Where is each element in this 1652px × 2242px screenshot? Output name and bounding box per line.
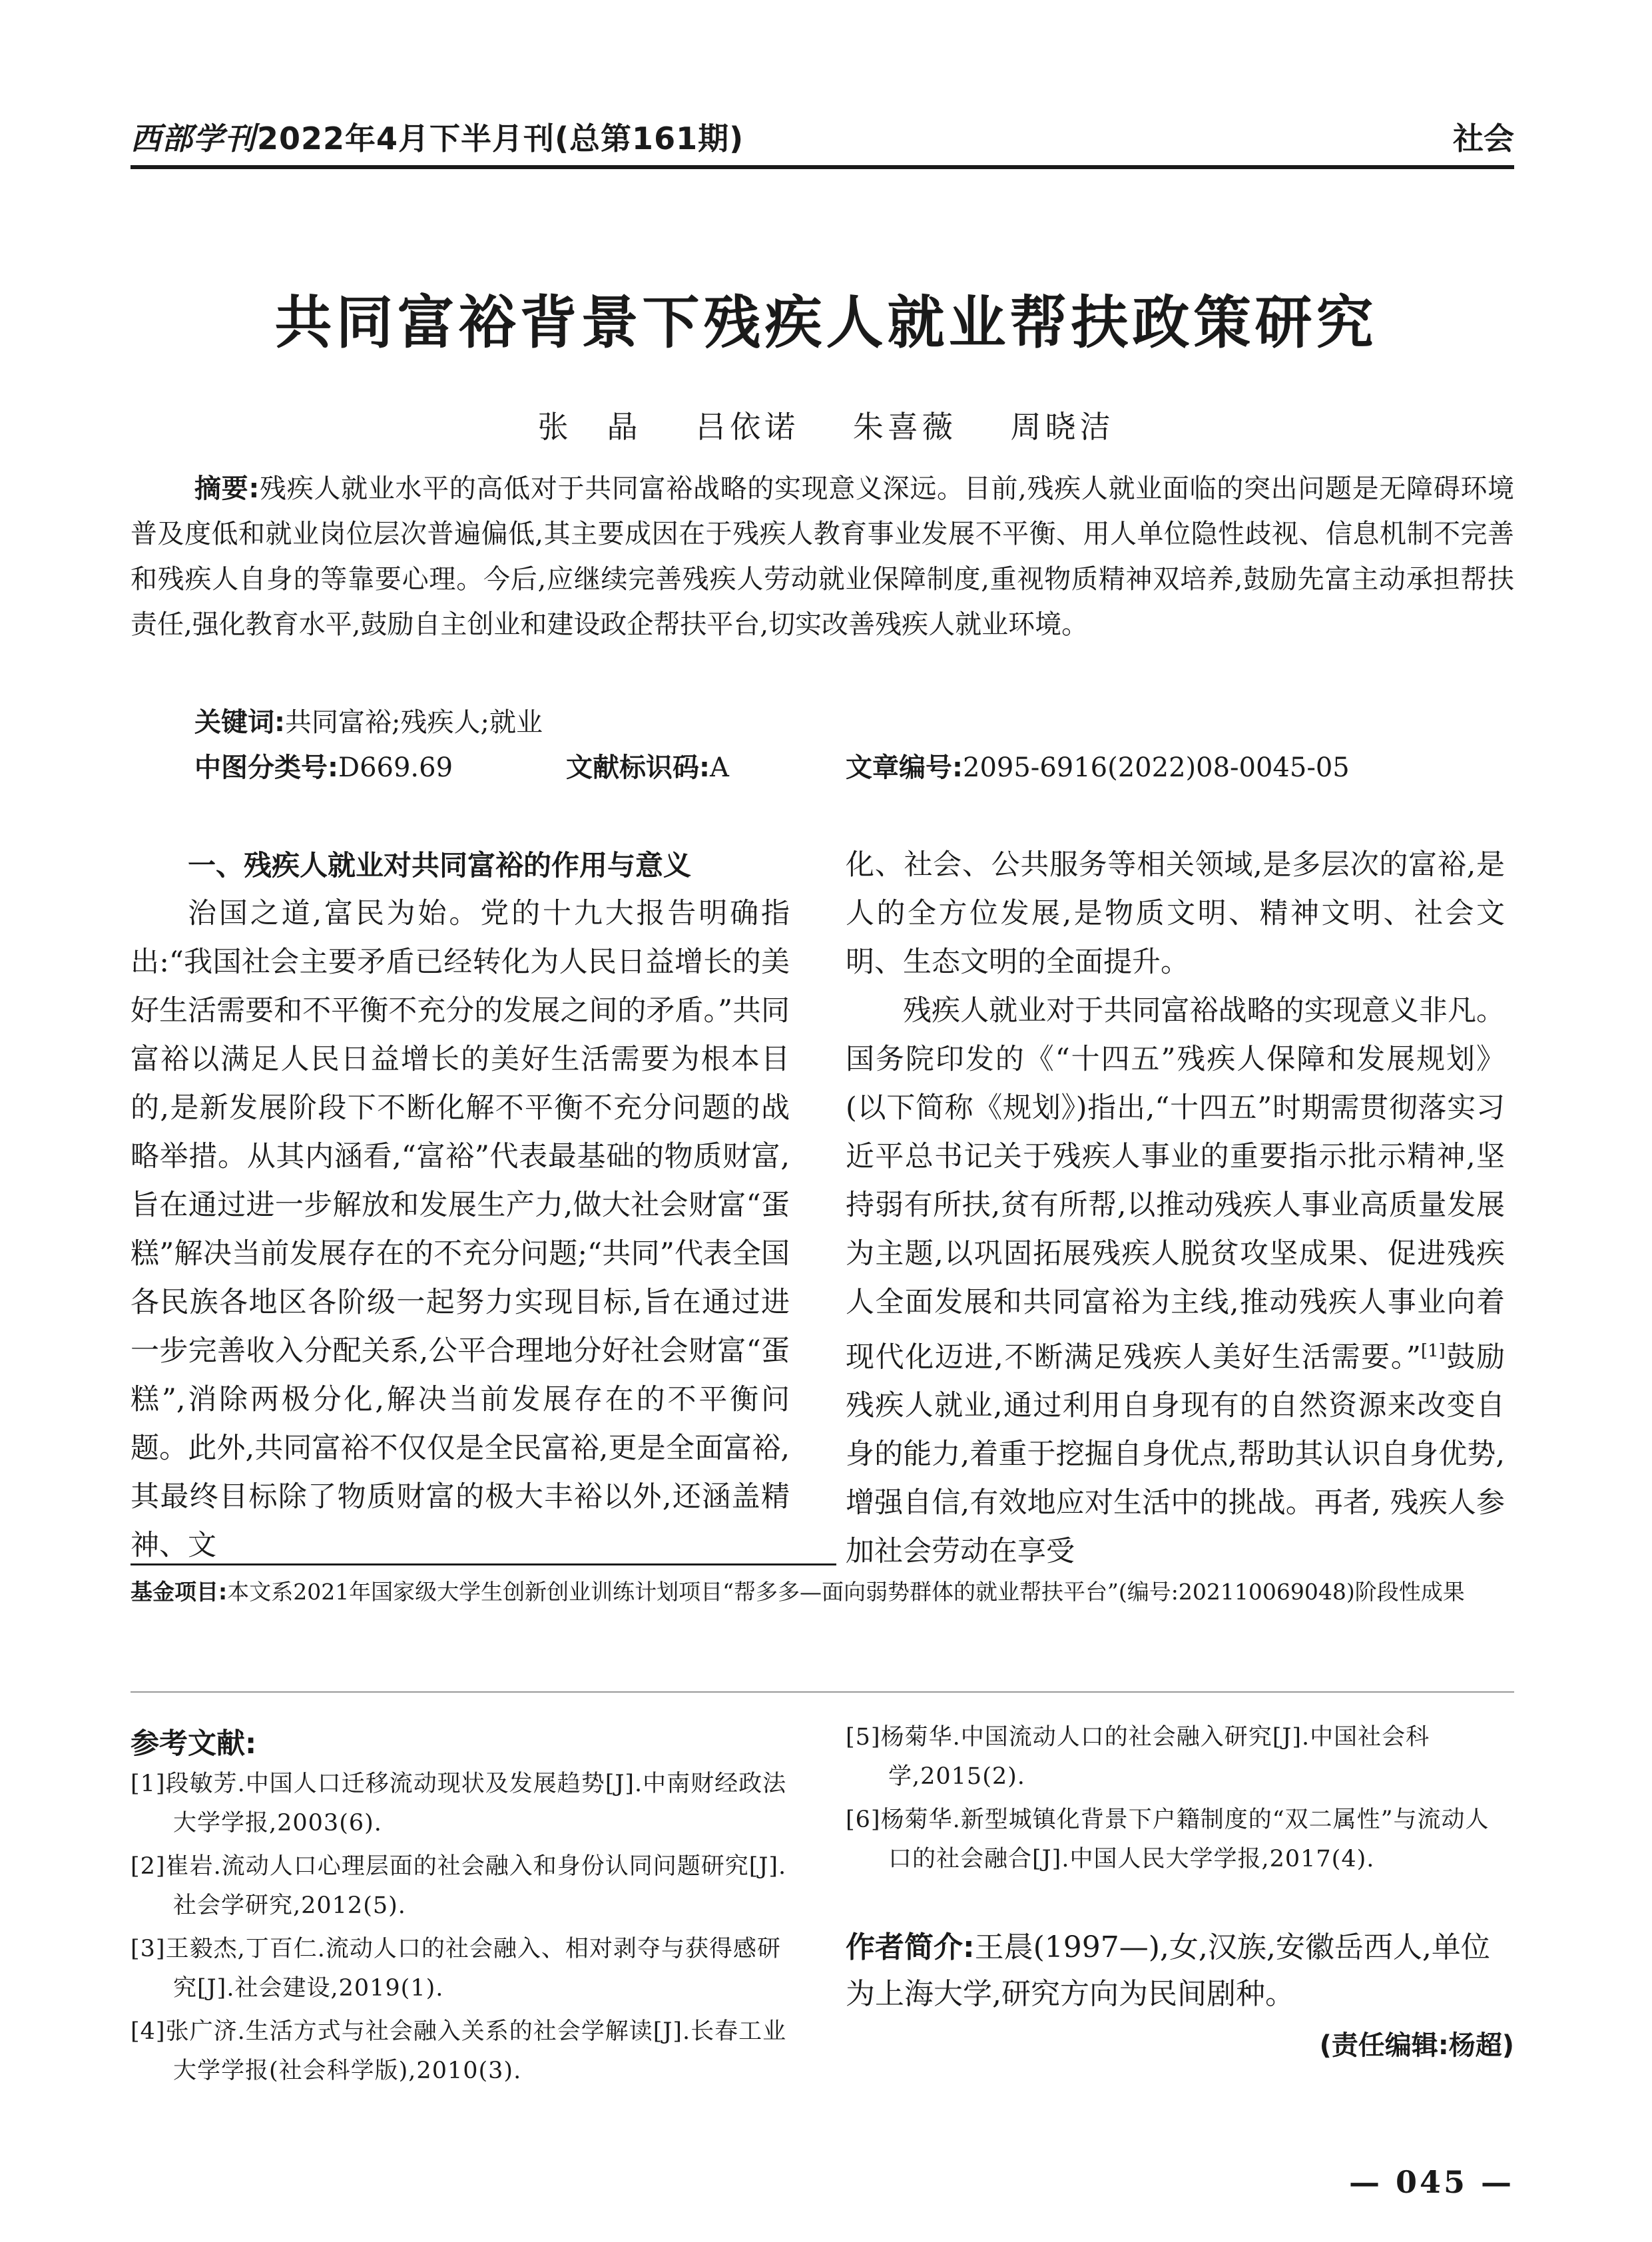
references-title: 参考文献:	[131, 1727, 257, 1761]
document-code	[566, 745, 729, 790]
reference-item: [2]崔岩.流动人口心理层面的社会融入和身份认同问题研究[J].社会学研究,2012(5).	[131, 1853, 787, 1919]
author-name: 吕依诺	[695, 409, 800, 445]
body-column-left	[131, 841, 790, 1570]
doc-code-label: 文献标识码:	[566, 752, 710, 783]
funding-text: 本文系2021年国家级大学生创新创业训练计划项目“帮多多—面向弱势群体的就业帮扶平台”(编号:202110069048)阶段性成果	[227, 1579, 1465, 1605]
issue-info: 2022年4月下半月刊(总第161期)	[257, 121, 744, 156]
body-paragraph: 治国之道,富民为始。党的十九大报告明确指出:“我国社会主要矛盾已经转化为人民日益增长的美好生活需要和不平衡不充分的发展之间的矛盾。”共同富裕以满足人民日益增长的美好生活需要为根本目的,是新发展阶段下不断化解不平衡不充分问题的战略举措。从其内涵看,“富裕”代表最基础的物质财富,旨在通过进一步解放和发展生产力,做大社会财富“蛋糕”解决当前发展存在的不充分问题;“共同”代表全国各民族各地区各阶级一起努力实现目标,旨在通过进一步完善收入分配关系,公平合理地分好社会财富“蛋糕”,消除两极分化,解决当前发展存在的不平衡问题。此外,共同富裕不仅仅是全民富裕,更是全面富裕,其最终目标除了物质财富的极大丰裕以外,还涵盖精神、文	[131, 897, 790, 1562]
article-no-label: 文章编号:	[846, 752, 963, 783]
keywords	[194, 700, 543, 745]
header-rule	[131, 165, 1514, 169]
reference-item: [1]段敏芳.中国人口迁移流动现状及发展趋势[J].中南财经政法大学学报,2003(6).	[131, 1771, 787, 1836]
abstract	[131, 466, 1514, 647]
author-bio-label: 作者简介:	[846, 1930, 975, 1964]
reference-item: [4]张广济.生活方式与社会融入关系的社会学解读[J].长春工业大学学报(社会科学版),2010(3).	[131, 2018, 787, 2084]
responsible-editor: (责任编辑:杨超)	[1319, 2030, 1514, 2061]
reference-item: [5]杨菊华.中国流动人口的社会融入研究[J].中国社会科学,2015(2).	[846, 1724, 1430, 1790]
reference-item: [3]王毅杰,丁百仁.流动人口的社会融入、相对剥夺与获得感研究[J].社会建设,2019(1).	[131, 1936, 781, 2002]
author-name: 张 晶	[537, 409, 642, 445]
classification-label: 中图分类号:	[194, 752, 338, 783]
author-name: 周晓洁	[1010, 409, 1115, 445]
section-heading: 一、残疾人就业对共同富裕的作用与意义	[188, 849, 692, 882]
author-bio	[846, 1924, 1512, 2018]
references-right	[846, 1718, 1505, 1883]
body-paragraph	[846, 987, 1505, 1576]
keywords-text: 共同富裕;残疾人;就业	[285, 707, 543, 738]
classification	[194, 745, 453, 790]
author-list	[0, 403, 1652, 447]
references-left	[131, 1765, 790, 2095]
funding-note	[131, 1575, 1514, 1609]
paragraph-text: 残疾人就业对于共同富裕战略的实现意义非凡。国务院印发的《“十四五”残疾人保障和发展规划》(以下简称《规划》)指出,“十四五”时期需贯彻落实习近平总书记关于残疾人事业的重要指示批示精神,坚持弱有所扶,贫有所帮,以推动残疾人事业高质量发展为主题,以巩固拓展残疾人脱贫攻坚成果、促进残疾人全面发展和共同富裕为主线,推动残疾人事业向着现代化迈进,不断满足残疾人美好生活需要。”	[846, 994, 1505, 1374]
author-bio-text: 王晨(1997—),女,汉族,安徽岳西人,单位为上海大学,研究方向为民间剧种。	[846, 1930, 1490, 2011]
abstract-label: 摘要:	[194, 473, 260, 504]
abstract-text: 残疾人就业水平的高低对于共同富裕战略的实现意义深远。目前,残疾人就业面临的突出问题是无障碍环境普及度低和就业岗位层次普遍偏低,其主要成因在于残疾人教育事业发展不平衡、用人单位隐性歧视、信息机制不完善和残疾人自身的等靠要心理。今后,应继续完善残疾人劳动就业保障制度,重视物质精神双培养,鼓励先富主动承担帮扶责任,强化教育水平,鼓励自主创业和建设政企帮扶平台,切实改善残疾人就业环境。	[131, 473, 1514, 640]
section-label: 社会	[1453, 121, 1514, 156]
paper-title: 共同富裕背景下残疾人就业帮扶政策研究	[274, 289, 1378, 356]
paragraph-text: 鼓励残疾人就业,通过利用自身现有的自然资源来改变自身的能力,着重于挖掘自身优点,帮助其认识自身优势,增强自信,有效地应对生活中的挑战。再者, 残疾人参加社会劳动在享受	[846, 1340, 1506, 1569]
funding-label: 基金项目:	[131, 1579, 228, 1605]
footnote-rule	[131, 1563, 836, 1565]
doc-code-value: A	[710, 752, 729, 783]
references-rule	[131, 1691, 1514, 1693]
article-no-value: 2095-6916(2022)08-0045-05	[963, 752, 1350, 783]
journal-header	[131, 115, 744, 158]
keywords-label: 关键词:	[194, 707, 285, 738]
classification-value: D669.69	[338, 752, 453, 783]
reference-item: [6]杨菊华.新型城镇化背景下户籍制度的“双二属性”与流动人口的社会融合[J].中国人民大学学报,2017(4).	[846, 1807, 1490, 1872]
article-number	[846, 745, 1350, 790]
body-column-right	[846, 841, 1505, 1576]
page-number: — 045 —	[1348, 2164, 1514, 2200]
citation-mark: [1]	[1420, 1341, 1446, 1361]
author-name: 朱喜薇	[852, 409, 957, 445]
journal-logo: 西部学刊	[131, 121, 256, 156]
body-paragraph: 化、社会、公共服务等相关领域,是多层次的富裕,是人的全方位发展,是物质文明、精神文明、社会文明、生态文明的全面提升。	[846, 848, 1505, 979]
